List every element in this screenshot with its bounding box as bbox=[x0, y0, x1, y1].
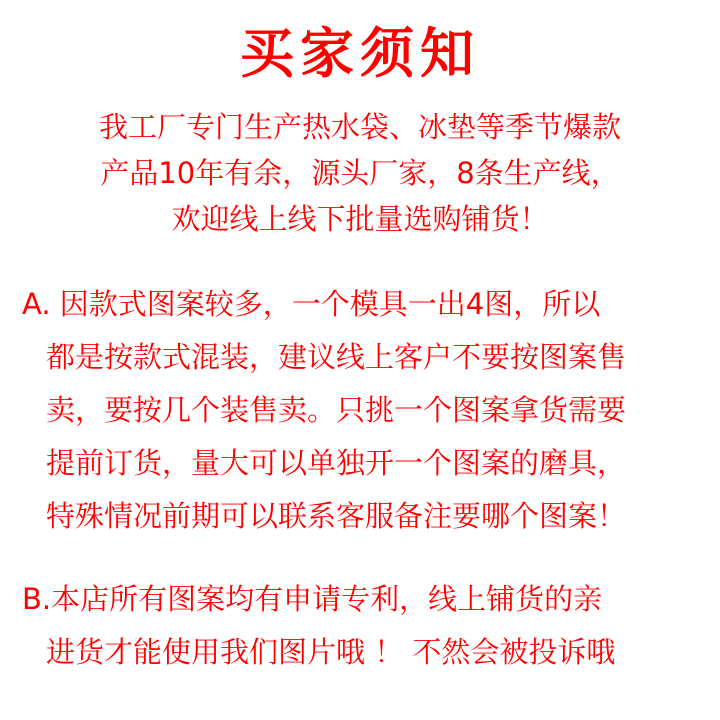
section-b-line: B.本店所有图案均有申请专利，线上铺货的亲 bbox=[22, 582, 603, 616]
section-a-line: 特殊情况前期可以联系客服备注要哪个图案！ bbox=[46, 499, 627, 533]
section-a-paragraph bbox=[22, 278, 712, 543]
intro-line: 欢迎线上线下批量选购铺货！ bbox=[171, 202, 549, 236]
notice-title: 买家须知 bbox=[240, 22, 480, 85]
intro-line: 我工厂专门生产热水袋、冰垫等季节爆款 bbox=[98, 110, 621, 144]
section-a-line: 都是按款式混装，建议线上客户不要按图案售 bbox=[46, 340, 627, 374]
section-a-line: 卖，要按几个装售卖。只挑一个图案拿货需要 bbox=[46, 393, 627, 427]
section-a-line: 提前订货，量大可以单独开一个图案的磨具， bbox=[46, 446, 627, 480]
intro-line: 产品10年有余，源头厂家，8条生产线， bbox=[100, 156, 620, 190]
section-a-line: A. 因款式图案较多，一个模具一出4图，所以 bbox=[22, 287, 601, 321]
section-b-paragraph bbox=[22, 573, 712, 679]
section-b-line: 进货才能使用我们图片哦 ！ 不然会被投诉哦 bbox=[46, 635, 616, 669]
intro-paragraph bbox=[0, 104, 720, 242]
